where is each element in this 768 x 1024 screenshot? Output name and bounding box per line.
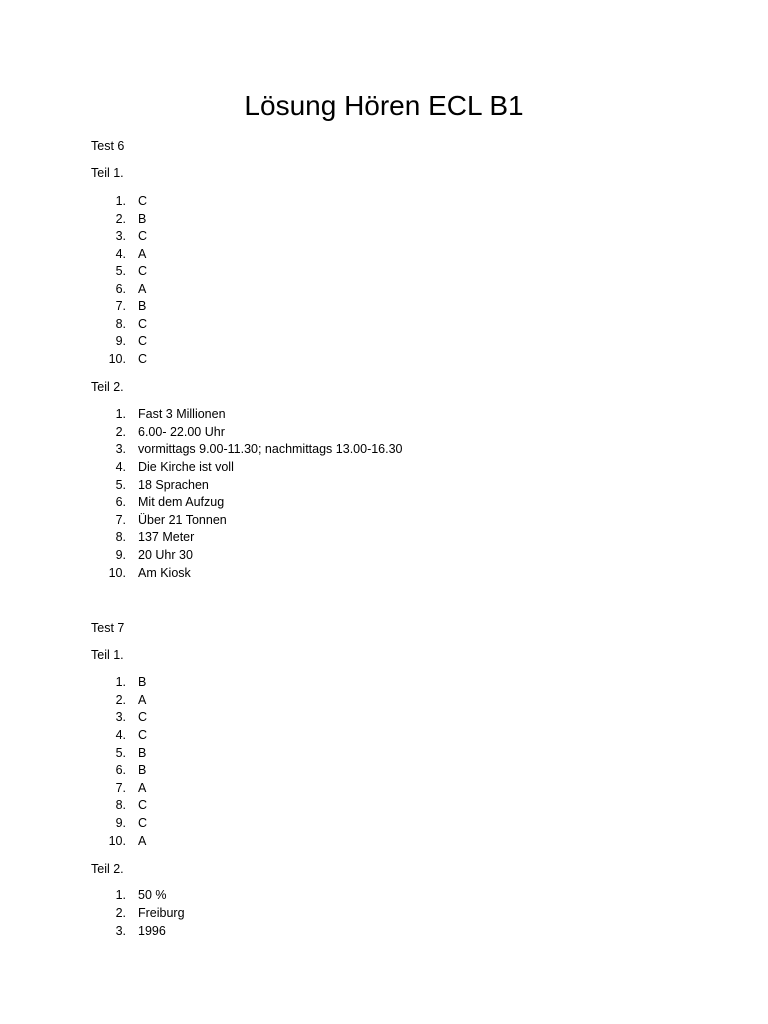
item-answer: Freiburg: [138, 906, 185, 920]
item-number: 9.: [115, 816, 126, 830]
item-number: 4.: [115, 460, 126, 474]
part-heading: Teil 1.: [91, 648, 124, 662]
item-number: 4.: [115, 247, 126, 261]
item-number: 3.: [115, 924, 126, 938]
item-number: 7.: [115, 781, 126, 795]
item-answer: Fast 3 Millionen: [138, 407, 226, 421]
item-number: 3.: [115, 229, 126, 243]
item-answer: A: [138, 282, 147, 296]
item-number: 10.: [108, 352, 126, 366]
item-number: 2.: [115, 425, 126, 439]
item-answer: B: [138, 299, 147, 313]
item-number: 8.: [115, 317, 126, 331]
item-answer: C: [138, 334, 148, 348]
item-answer: B: [138, 212, 147, 226]
item-answer: 1996: [138, 924, 166, 938]
item-answer: 20 Uhr 30: [138, 548, 193, 562]
item-answer: B: [138, 763, 147, 777]
test-heading: Test 6: [91, 139, 125, 153]
item-answer: C: [138, 317, 148, 331]
item-answer: vormittags 9.00-11.30; nachmittags 13.00-16.30: [138, 442, 403, 456]
part-heading: Teil 2.: [91, 862, 124, 876]
item-number: 10.: [108, 566, 126, 580]
item-answer: 18 Sprachen: [138, 478, 209, 492]
item-number: 3.: [115, 442, 126, 456]
item-answer: C: [138, 798, 148, 812]
item-answer: Mit dem Aufzug: [138, 495, 225, 509]
item-number: 3.: [115, 710, 126, 724]
test-heading: Test 7: [91, 621, 125, 635]
item-answer: C: [138, 728, 148, 742]
part-heading: Teil 1.: [91, 166, 124, 180]
part-heading: Teil 2.: [91, 380, 124, 394]
item-number: 1.: [115, 194, 126, 208]
item-answer: 6.00- 22.00 Uhr: [138, 425, 225, 439]
item-number: 5.: [115, 478, 126, 492]
item-answer: A: [138, 247, 147, 261]
item-answer: C: [138, 710, 148, 724]
item-number: 1.: [115, 675, 126, 689]
item-number: 9.: [115, 334, 126, 348]
item-number: 10.: [108, 834, 126, 848]
item-answer: Am Kiosk: [138, 566, 191, 580]
item-answer: C: [138, 264, 148, 278]
item-number: 6.: [115, 495, 126, 509]
item-number: 7.: [115, 513, 126, 527]
item-answer: A: [138, 781, 147, 795]
item-answer: C: [138, 194, 148, 208]
item-answer: C: [138, 229, 148, 243]
item-number: 5.: [115, 746, 126, 760]
item-answer: B: [138, 675, 147, 689]
page-title: Lösung Hören ECL B1: [244, 90, 524, 121]
item-answer: A: [138, 693, 147, 707]
item-answer: Die Kirche ist voll: [138, 460, 234, 474]
item-number: 8.: [115, 798, 126, 812]
item-number: 1.: [115, 888, 126, 902]
item-number: 5.: [115, 264, 126, 278]
item-answer: B: [138, 746, 147, 760]
item-answer: C: [138, 816, 148, 830]
item-answer: 50 %: [138, 888, 167, 902]
item-number: 7.: [115, 299, 126, 313]
item-answer: A: [138, 834, 147, 848]
item-number: 6.: [115, 763, 126, 777]
item-number: 2.: [115, 693, 126, 707]
item-number: 9.: [115, 548, 126, 562]
item-number: 4.: [115, 728, 126, 742]
item-answer: C: [138, 352, 148, 366]
item-answer: 137 Meter: [138, 530, 195, 544]
item-number: 2.: [115, 906, 126, 920]
item-number: 1.: [115, 407, 126, 421]
item-number: 8.: [115, 530, 126, 544]
item-answer: Über 21 Tonnen: [138, 513, 227, 527]
item-number: 2.: [115, 212, 126, 226]
item-number: 6.: [115, 282, 126, 296]
